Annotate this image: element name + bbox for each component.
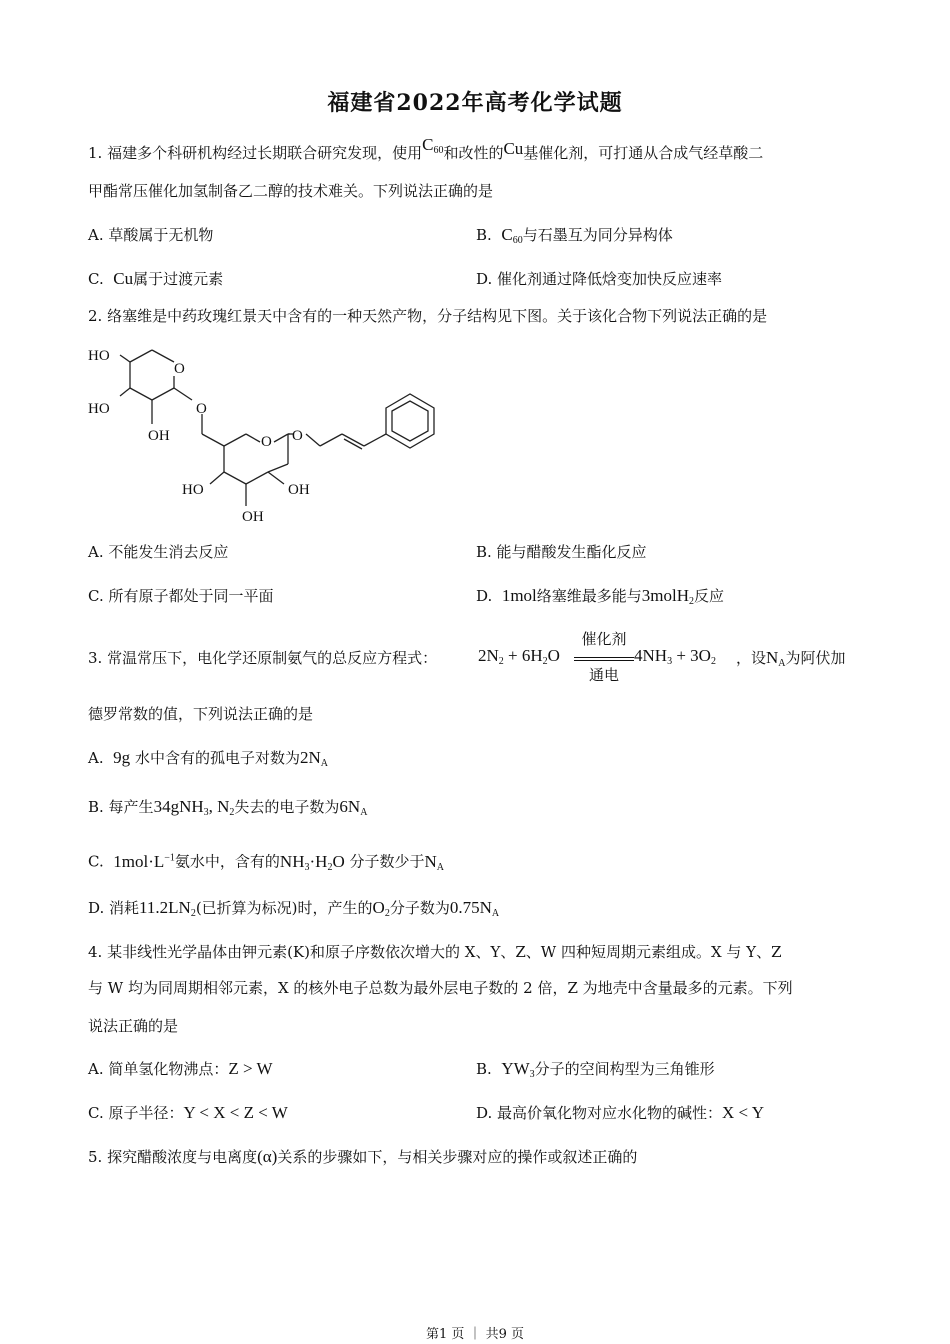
q3-option-a: A. 9g 水中含有的孤电子对数为$2N_A$	[88, 748, 328, 769]
q3-option-c: C. $1mol\cdot L^{-1}$氨水中，含有的$NH_3\cdot H_2O$ 分子数少于$N_A$	[88, 851, 445, 873]
q2-option-b: B. 能与醋酸发生酯化反应	[476, 543, 647, 561]
q1-option-d: D. 催化剂通过降低焓变加快反应速率	[476, 270, 723, 288]
structure-label-o-ring2: O	[261, 434, 272, 450]
q5-stem: 5. 探究醋酸浓度与电离度(α)关系的步骤如下，与相关步骤对应的操作或叙述正确的	[88, 1147, 638, 1166]
q1-option-b: B. $C_{60}$与石墨互为同分异构体	[476, 225, 673, 246]
structure-label-ho3: HO	[182, 482, 204, 498]
structure-label-ho2: HO	[88, 401, 110, 417]
q3-option-d: D. 消耗$11.2LN_2$(已折算为标况)时，产生的$O_2$分子数为$0.75N_A$	[88, 898, 500, 919]
q2-stem: 2. 络塞维是中药玫瑰红景天中含有的一种天然产物，分子结构见下图。关于该化合物下列说法正确的是	[88, 307, 768, 325]
q4-option-b: B. $YW_3$分子的空间构型为三角锥形	[476, 1059, 715, 1080]
q3-equation-catalyst: 催化剂	[581, 630, 627, 648]
q2-option-c: C. 所有原子都处于同一平面	[88, 587, 274, 605]
q4-stem-line1: 4. 某非线性光学晶体由钾元素(K)和原子序数依次增大的 X、Y、Z、W 四种短周期元素组成。X 与 Y、Z	[88, 943, 782, 961]
q2-option-a: A. 不能发生消去反应	[88, 543, 229, 561]
molecular-structure-diagram	[84, 338, 454, 530]
structure-label-o-ether: O	[292, 428, 303, 444]
q1-stem-line1: 1. 福建多个科研机构经过长期联合研究发现，使用$C_{60}$和改性的Cu基催化剂，可打通从合成气经草酸二	[88, 135, 764, 162]
q3-equation-condition: 通电	[588, 666, 619, 684]
q4-option-d: D. 最高价氧化物对应水化物的碱性：X < Y	[476, 1103, 765, 1122]
q4-stem-line2: 与 W 均为同周期相邻元素，X 的核外电子总数为最外层电子数的 2 倍，Z 为地壳中含量最多的元素。下列	[88, 979, 793, 997]
page-title: 福建省2022年高考化学试题	[327, 90, 623, 116]
q2-option-d: D. 1mol络塞维最多能与3molH$_2$反应	[476, 586, 725, 607]
q3-stem-line1-tail: ，设$N_A$为阿伏加	[736, 648, 846, 669]
q3-equation-arrow-line1	[574, 657, 634, 658]
q3-equation-arrow-line2	[574, 660, 634, 661]
q4-option-a: A. 简单氢化物沸点：Z > W	[88, 1059, 273, 1078]
q1-option-a: A. 草酸属于无机物	[88, 226, 214, 244]
structure-label-ho1: HO	[88, 348, 110, 364]
q3-equation-left: $2N_2 + 6H_2O$	[478, 646, 560, 667]
q3-option-b: B. 每产生34gNH$_3$, $N_2$失去的电子数为$6N_A$	[88, 797, 368, 818]
structure-label-oh3: OH	[242, 509, 264, 525]
structure-label-oh1: OH	[148, 428, 170, 444]
q4-stem-line3: 说法正确的是	[88, 1017, 179, 1035]
q3-stem-line1: 3. 常温常压下，电化学还原制氨气的总反应方程式：	[88, 649, 438, 667]
structure-label-o-ring1: O	[174, 361, 185, 377]
q3-stem-line2: 德罗常数的值，下列说法正确的是	[88, 705, 314, 723]
q3-equation-right: $4NH_3 + 3O_2$	[634, 646, 716, 667]
structure-label-oh2: OH	[288, 482, 310, 498]
q4-option-c: C. 原子半径：Y < X < Z < W	[88, 1103, 288, 1122]
q1-option-c: C. Cu属于过渡元素	[88, 269, 224, 288]
q1-stem-line2: 甲酯常压催化加氢制备乙二醇的技术难关。下列说法正确的是	[88, 182, 494, 200]
structure-label-o-link: O	[196, 401, 207, 417]
page-footer: 第1 页 ｜ 共9 页	[425, 1327, 525, 1342]
